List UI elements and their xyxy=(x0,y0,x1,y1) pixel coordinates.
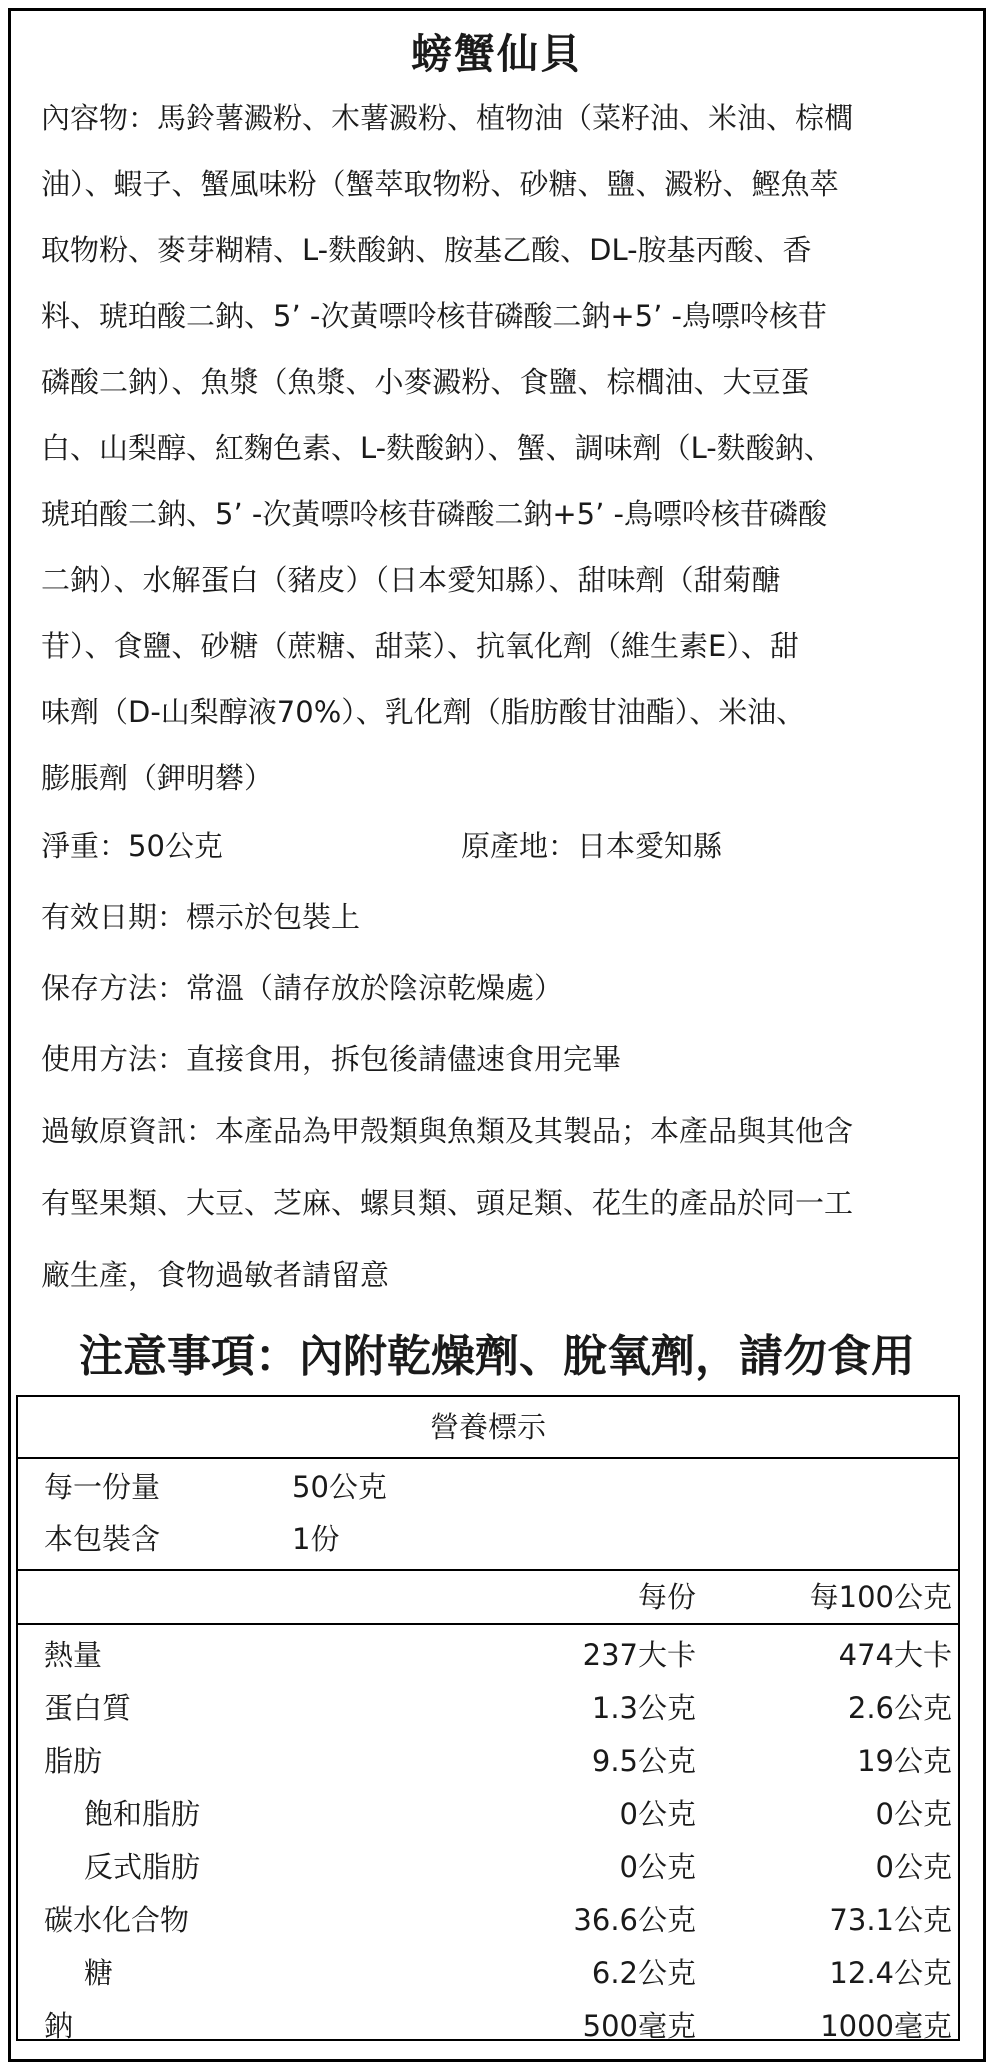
origin: 原產地：日本愛知縣 xyxy=(461,829,723,863)
nutrient-name: 鈉 xyxy=(44,2009,74,2043)
ingredients-line: 油）、蝦子、蟹風味粉（蟹萃取物粉、砂糖、鹽、澱粉、鰹魚萃 xyxy=(41,167,839,201)
allergen-line: 過敏原資訊：本產品為甲殼類與魚類及其製品；本產品與其他含 xyxy=(41,1114,854,1148)
serving-size-value: 50公克 xyxy=(292,1470,387,1504)
allergen-line: 廠生產，食物過敏者請留意 xyxy=(41,1258,390,1292)
servings-row xyxy=(18,1513,958,1565)
nutrient-per-serving: 1.3公克 xyxy=(591,1691,696,1725)
col-per-serving: 每份 xyxy=(637,1580,696,1614)
nutrient-row xyxy=(18,1629,958,1682)
nutrient-row xyxy=(18,2000,958,2053)
nutrient-name: 碳水化合物 xyxy=(44,1903,190,1937)
nutrient-per-100g: 12.4公克 xyxy=(829,1956,952,1990)
serving-size-row xyxy=(18,1461,958,1513)
nutrient-per-100g: 0公克 xyxy=(875,1850,952,1884)
weight-origin-row xyxy=(41,811,953,882)
ingredients-line: 琥珀酸二鈉、5’ -次黃嘌呤核苷磷酸二鈉+5’ -鳥嘌呤核苷磷酸 xyxy=(41,497,828,531)
nutrient-rows xyxy=(18,1625,958,2053)
servings-label: 本包裝含 xyxy=(44,1522,161,1556)
nutrient-per-100g: 73.1公克 xyxy=(829,1903,952,1937)
ingredients-line: 二鈉）、水解蛋白（豬皮）（日本愛知縣）、甜味劑（甜菊醣 xyxy=(41,563,781,597)
nutrient-per-serving: 36.6公克 xyxy=(573,1903,696,1937)
ingredients-line: 苷）、食鹽、砂糖（蔗糖、甜菜）、抗氧化劑（維生素E）、甜 xyxy=(41,629,799,663)
nutrient-per-serving: 9.5公克 xyxy=(591,1744,696,1778)
nutrient-name: 飽和脂肪 xyxy=(84,1797,201,1831)
ingredients-line: 磷酸二鈉）、魚漿（魚漿、小麥澱粉、食鹽、棕櫚油、大豆蛋 xyxy=(41,365,810,399)
product-title: 螃蟹仙貝 xyxy=(411,30,583,78)
nutrient-per-serving: 237大卡 xyxy=(582,1638,696,1672)
nutrient-per-100g: 1000毫克 xyxy=(820,2009,952,2043)
ingredients-line: 味劑（D-山梨醇液70%）、乳化劑（脂肪酸甘油酯）、米油、 xyxy=(41,695,806,729)
ingredients-block xyxy=(41,85,953,811)
ingredients-line: 料、琥珀酸二鈉、5’ -次黃嘌呤核苷磷酸二鈉+5’ -鳥嘌呤核苷 xyxy=(41,299,828,333)
usage-method: 使用方法：直接食用，拆包後請儘速食用完畢 xyxy=(41,1042,622,1076)
column-header xyxy=(18,1571,958,1625)
product-info xyxy=(41,811,953,1311)
nutrient-row xyxy=(18,1894,958,1947)
nutrient-name: 脂肪 xyxy=(44,1744,103,1778)
nutrition-table xyxy=(16,1395,960,2041)
net-weight: 淨重：50公克 xyxy=(41,829,223,863)
nutrient-per-serving: 0公克 xyxy=(619,1797,696,1831)
nutrient-row xyxy=(18,1947,958,2000)
ingredients-line: 膨脹劑（鉀明礬） xyxy=(41,761,274,795)
nutrient-per-100g: 19公克 xyxy=(857,1744,952,1778)
serving-size-label: 每一份量 xyxy=(44,1470,161,1504)
nutrient-per-100g: 2.6公克 xyxy=(847,1691,952,1725)
nutrient-row xyxy=(18,1735,958,1788)
col-per-100g: 每100公克 xyxy=(809,1580,952,1614)
nutrient-name: 糖 xyxy=(84,1956,114,1990)
nutrient-row xyxy=(18,1841,958,1894)
ingredients-line: 白、山梨醇、紅麴色素、L-麩酸鈉）、蟹、調味劑（L-麩酸鈉、 xyxy=(41,431,833,465)
allergen-line: 有堅果類、大豆、芝麻、螺貝類、頭足類、花生的產品於同一工 xyxy=(41,1186,854,1220)
warning-notice: 注意事項：內附乾燥劑、脫氧劑，請勿食用 xyxy=(79,1331,915,1382)
expiry-date: 有效日期：標示於包裝上 xyxy=(41,900,361,934)
nutrient-per-serving: 500毫克 xyxy=(582,2009,696,2043)
nutrient-per-serving: 0公克 xyxy=(619,1850,696,1884)
nutrition-heading: 營養標示 xyxy=(18,1397,958,1459)
nutrient-per-serving: 6.2公克 xyxy=(591,1956,696,1990)
ingredients-line: 內容物：馬鈴薯澱粉、木薯澱粉、植物油（菜籽油、米油、棕櫚 xyxy=(41,101,854,135)
nutrient-name: 蛋白質 xyxy=(44,1691,132,1725)
nutrient-per-100g: 474大卡 xyxy=(838,1638,952,1672)
servings-value: 1份 xyxy=(292,1522,340,1556)
nutrient-name: 反式脂肪 xyxy=(84,1850,201,1884)
nutrient-row xyxy=(18,1682,958,1735)
ingredients-line: 取物粉、麥芽糊精、L-麩酸鈉、胺基乙酸、DL-胺基丙酸、香 xyxy=(41,233,812,267)
storage-method: 保存方法：常溫（請存放於陰涼乾燥處） xyxy=(41,971,564,1005)
nutrient-per-100g: 0公克 xyxy=(875,1797,952,1831)
nutrient-name: 熱量 xyxy=(44,1638,103,1672)
nutrient-row xyxy=(18,1788,958,1841)
allergen-info xyxy=(41,1095,953,1311)
serving-info xyxy=(18,1459,958,1571)
